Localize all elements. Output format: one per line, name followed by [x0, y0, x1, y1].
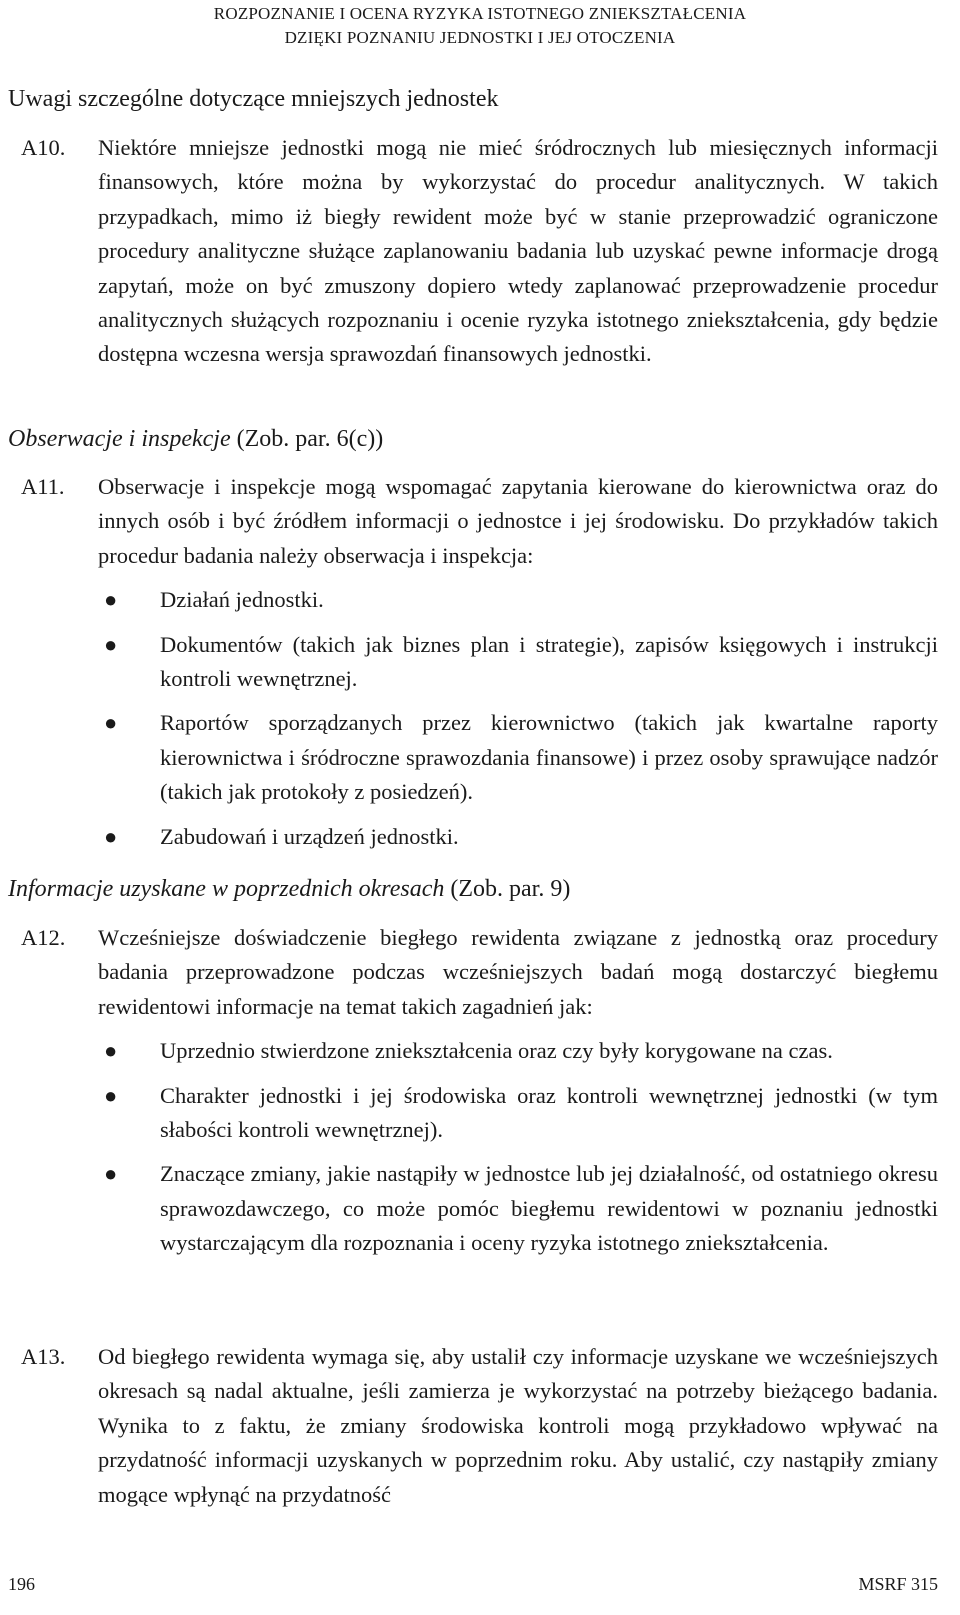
list-item-text: Uprzednio stwierdzone zniekształcenia oraz czy były korygowane na czas. [160, 1038, 833, 1064]
list-item [98, 820, 938, 854]
list-item [98, 1157, 938, 1260]
section-title-ref: (Zob. par. 6(c)) [230, 426, 384, 452]
section-title-observation [8, 422, 383, 456]
list-item [98, 583, 938, 617]
paragraph-text: Wcześniejsze doświadczenie biegłego rewidenta związane z jednostką oraz procedury badania przeprowadzone podczas wcześniejszych badań mogą dostarczyć biegłemu rewidentowi informacje na temat takich zagadnień jak: [98, 925, 938, 1019]
paragraph-number: A12. [21, 925, 66, 950]
bullet-icon: ● [104, 1082, 118, 1108]
section-title-previous-periods [8, 872, 570, 906]
list-item [98, 706, 938, 809]
bullet-icon: ● [104, 823, 118, 849]
page-number: 196 [8, 1574, 35, 1594]
paragraph-a10 [8, 131, 948, 372]
paragraph-a13 [8, 1340, 948, 1512]
paragraph-a11 [8, 470, 948, 864]
section-title-italic: Obserwacje i inspekcje [8, 426, 231, 452]
paragraph-number: A13. [21, 1344, 66, 1369]
bullet-list [98, 583, 938, 854]
paragraph-number: A11. [21, 474, 65, 499]
bullet-icon: ● [104, 587, 118, 613]
section-title-text: Uwagi szczególne dotyczące mniejszych jednostek [8, 86, 499, 112]
bullet-icon: ● [104, 631, 118, 657]
paragraph-text: Od biegłego rewidenta wymaga się, aby ustalił czy informacje uzyskane we wcześniejszych okresach są nadal aktualne, jeśli zamierza je wykorzystać na potrzeby bieżącego badania. Wynika to z faktu, że zmiany środowiska kontroli mogą przykładowo wpływać na przydatność informacji uzyskanych w poprzednim roku. Aby ustalić, czy nastąpiły zmiany mogące wpłynąć na przydatność [98, 1344, 938, 1507]
bullet-icon: ● [104, 710, 118, 736]
list-item [98, 1034, 938, 1068]
list-item-text: Znaczące zmiany, jakie nastąpiły w jednostce lub jej działalność, od ostatniego okresu sprawozdawczego, co może pomóc biegłemu rewidentowi w poznaniu jednostki wystarczającym dla rozpoznania i oceny ryzyka istotnego zniekształcenia. [160, 1161, 938, 1256]
paragraph-a12 [8, 921, 948, 1271]
list-item-text: Charakter jednostki i jej środowiska oraz kontroli wewnętrznej jednostki (w tym słabości kontroli wewnętrznej). [160, 1082, 938, 1143]
list-item-text: Zabudowań i urządzeń jednostki. [160, 823, 459, 849]
bullet-list [98, 1034, 938, 1260]
list-item [98, 1079, 938, 1148]
list-item [98, 628, 938, 697]
standard-label: MSRF 315 [858, 1574, 938, 1594]
paragraph-number: A10. [21, 135, 66, 160]
bullet-icon: ● [104, 1038, 118, 1064]
running-header [0, 2, 960, 50]
header-line-2: DZIĘKI POZNANIU JEDNOSTKI I JEJ OTOCZENIA [284, 28, 676, 47]
list-item-text: Działań jednostki. [160, 587, 324, 613]
section-title-ref: (Zob. par. 9) [444, 876, 571, 902]
header-line-1: ROZPOZNANIE I OCENA RYZYKA ISTOTNEGO ZNIEKSZTAŁCENIA [213, 4, 747, 23]
section-title-italic: Informacje uzyskane w poprzednich okresach [8, 876, 445, 902]
list-item-text: Raportów sporządzanych przez kierownictwo (takich jak kwartalne raporty kierownictwa i śródroczne sprawozdania finansowe) i przez osoby sprawujące nadzór (takich jak protokoły z posiedzeń). [160, 710, 938, 805]
paragraph-text: Obserwacje i inspekcje mogą wspomagać zapytania kierowane do kierownictwa oraz do innych osób i być źródłem informacji o jednostce i jej środowisku. Do przykładów takich procedur badania należy obserwacja i inspekcja: [98, 474, 938, 568]
list-item-text: Dokumentów (takich jak biznes plan i strategie), zapisów księgowych i instrukcji kontroli wewnętrznej. [160, 631, 938, 692]
section-title-small-entities [8, 82, 498, 116]
paragraph-text: Niektóre mniejsze jednostki mogą nie mieć śródrocznych lub miesięcznych informacji finansowych, które można by wykorzystać do procedur analitycznych. W takich przypadkach, mimo iż biegły rewident może być w stanie przeprowadzić ograniczone procedury analityczne służące zaplanowaniu badania lub uzyskać pewne informacje drogą zapytań, może on być zmuszony dopiero wtedy zaplanować przeprowadzenie procedur analitycznych służących rozpoznaniu i ocenie ryzyka istotnego zniekształcenia, gdy będzie dostępna wczesna wersja sprawozdań finansowych jednostki. [98, 135, 938, 367]
bullet-icon: ● [104, 1161, 118, 1187]
